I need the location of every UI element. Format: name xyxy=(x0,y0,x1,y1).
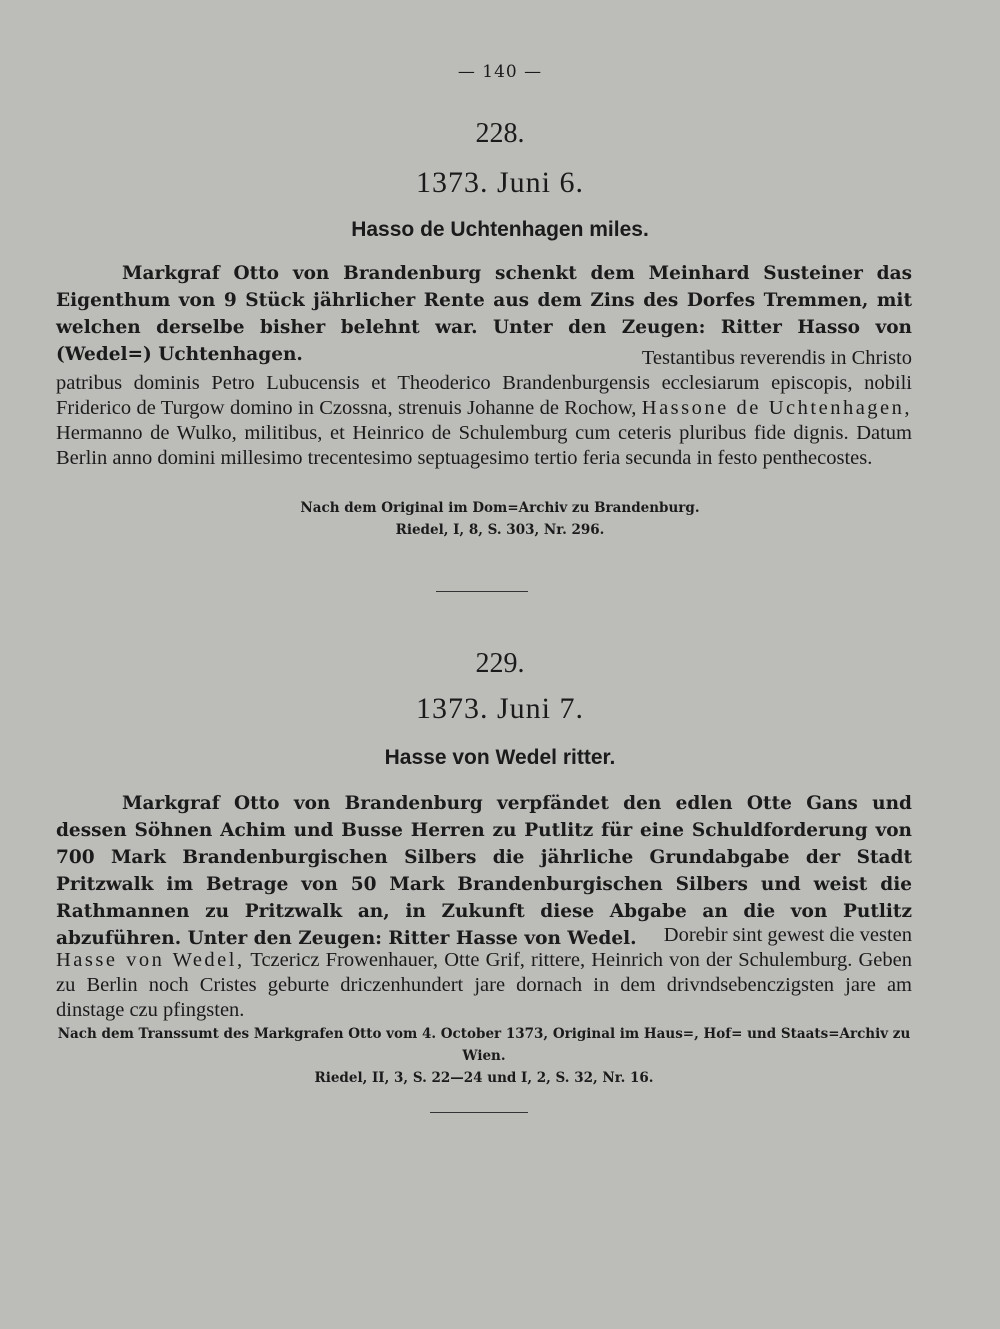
section-divider xyxy=(436,591,528,592)
source-note xyxy=(0,497,1000,541)
text-body xyxy=(56,371,912,471)
text-first-line: Testantibus reverendis in Christo xyxy=(641,347,912,369)
source-line: Riedel, I, 8, S. 303, Nr. 296. xyxy=(395,522,605,538)
document-text xyxy=(56,923,912,1023)
text-emphasized-name: Hassone de Uchtenhagen, xyxy=(641,397,913,419)
document-text xyxy=(56,346,912,471)
document-heading: Hasso de Uchtenhagen miles. xyxy=(351,218,649,241)
section-divider xyxy=(430,1112,528,1113)
summary-text: Markgraf Otto von Brandenburg schenkt dem Meinhard Susteiner das Eigenthum von 9 Stück jährlicher Rente aus dem Zins des Dorfes Tremmen, mit welchen derselbe bisher belehnt war. Unter den Zeugen: Ritter Hasso von (Wedel=) Uchtenhagen. xyxy=(56,263,912,365)
source-line: Riedel, II, 3, S. 22—24 und I, 2, S. 32, Nr. 16. xyxy=(314,1070,654,1086)
source-note xyxy=(56,1023,912,1089)
source-line: Nach dem Original im Dom=Archiv zu Brandenburg. xyxy=(300,500,700,516)
document-date: 1373. Juni 7. xyxy=(415,692,584,725)
source-line: Nach dem Transsumt des Markgrafen Otto vom 4. October 1373, Original im Haus=, Hof= und Staats=Archiv zu Wien. xyxy=(57,1026,911,1064)
text-part: Tczericz Frowenhauer, Otte Grif, rittere, Heinrich von der Schulemburg. Geben zu Berlin noch Cristes geburte driczenhundert jare dornach in dem drivndsebenczigsten jare am dinstage czu pfingsten. xyxy=(56,949,912,1021)
document-number: 228. xyxy=(475,118,525,149)
text-emphasized-name: Hasse von Wedel, xyxy=(56,949,245,971)
text-part: patribus dominis Petro Lubucensis et Theoderico Brandenburgensis ecclesiarum episcopis, nobili Friderico de Turgow domino in Czossna, strenuis Johanne de Rochow, xyxy=(56,372,912,419)
page-number: — 140 — xyxy=(457,62,543,82)
document-number: 229. xyxy=(475,648,525,679)
document-heading: Hasse von Wedel ritter. xyxy=(384,746,616,769)
text-part: Hermanno de Wulko, militibus, et Heinrico de Schulemburg cum ceteris pluribus fide dignis. Datum Berlin anno domini millesimo trecentesimo septuagesimo tertio feria secunda in festo penthecostes. xyxy=(56,422,912,469)
text-first-line: Dorebir sint gewest die vesten xyxy=(663,924,912,946)
summary-text: Markgraf Otto von Brandenburg verpfändet den edlen Otte Gans und dessen Söhnen Achim und Busse Herren zu Putlitz für eine Schuldforderung von 700 Mark Brandenburgischen Silbers die jährliche Grundabgabe der Stadt Pritzwalk im Betrage von 50 Mark Brandenburgischen Silbers und weist die Rathmannen zu Pritzwalk an, in Zukunft diese Abgabe an die von Putlitz abzuführen. Unter den Zeugen: Ritter Hasse von Wedel. xyxy=(56,793,912,949)
text-body xyxy=(56,948,912,1023)
document-date: 1373. Juni 6. xyxy=(415,166,584,199)
